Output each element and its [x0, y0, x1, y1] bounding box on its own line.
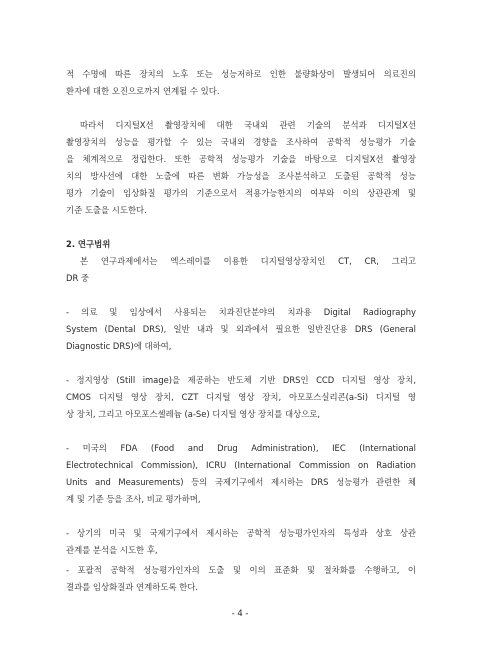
paragraph-line: CMOS 디지털 영상 장치, CZT 디지털 영상 장치, 아모포스실리콘(a-Si) 디지털 영 [66, 392, 416, 402]
page-number: - 4 - [231, 608, 249, 618]
paragraph-line: 따라서 디지털X선 촬영장치에 대한 국내외 관련 기술의 분석과 디지털X선 [80, 120, 416, 130]
paragraph-line: 환자에 대한 오진으로까지 연계될 수 있다. [66, 86, 220, 96]
paragraph-line: 기준 도출을 시도한다. [66, 205, 147, 215]
paragraph-line: 촬영장치의 성능을 평가할 수 있는 국내외 경향을 조사하여 공학적 성능평가 기술 [66, 137, 416, 147]
paragraph-line: Diagnostic DRS)에 대하여, [66, 341, 172, 351]
paragraph-line: System (Dental DRS), 일반 내과 및 외과에서 필요한 일반진단용 DRS (General [66, 324, 416, 334]
paragraph-line: - 정지영상 (Still image)을 제공하는 반도체 기반 DRS인 CCD 디지털 영상 장치, [66, 375, 416, 385]
paragraph-line: - 포괄적 공학적 성능평가인자의 도출 및 이의 표준화 및 절차화를 수행하고, 이 [66, 565, 416, 575]
paragraph-line: 결과를 임상화질과 연계하도록 한다. [66, 582, 199, 592]
paragraph-line: 평가 기술이 임상화질 평가의 기준으로서 적용가능한지의 여부와 이의 상관관계 및 [66, 188, 416, 198]
paragraph-line: 상 장치, 그리고 아모포스셀레늄 (a-Se) 디지털 영상 장치를 대상으로, [66, 409, 321, 419]
paragraph-line: 관계를 분석을 시도한 후, [66, 545, 158, 555]
paragraph-line: Electrotechnical Commission), ICRU (International Commission on Radiation [66, 460, 416, 470]
paragraph-line: 치의 방사선에 대한 노출에 따른 변화 가능성을 조사분석하고 도출된 공학적 성능 [66, 171, 416, 181]
paragraph-line: 본 연구과제에서는 엑스레이를 이용한 디지털영상장치인 CT, CR, 그리고 [80, 256, 416, 266]
paragraph-line: 을 체계적으로 정립한다. 또한 공학적 성능평가 기술을 바탕으로 디지털X선 촬영장 [66, 154, 416, 164]
paragraph-line: DR 중 [66, 273, 90, 283]
paragraph-line: - 미국의 FDA (Food and Drug Administration), IEC (International [66, 443, 416, 453]
paragraph-line: Units and Measurements) 등의 국제기구에서 제시하는 DRS 성능평가 관련한 체 [66, 477, 416, 487]
paragraph-line: - 상기의 미국 및 국제기구에서 제시하는 공학적 성능평가인자의 특성과 상호 상관 [66, 528, 416, 538]
paragraph-line: 적 수명에 따른 장치의 노후 또는 성능저하로 인한 불량화상이 발생되어 의료진의 [66, 69, 416, 79]
section-heading: 2. 연구범위 [66, 239, 111, 249]
paragraph-line: - 의료 및 임상에서 사용되는 치과진단분야의 치과용 Digital Radiography [66, 307, 416, 317]
paragraph-line: 계 및 기준 등을 조사, 비교 평가하며, [66, 494, 201, 504]
